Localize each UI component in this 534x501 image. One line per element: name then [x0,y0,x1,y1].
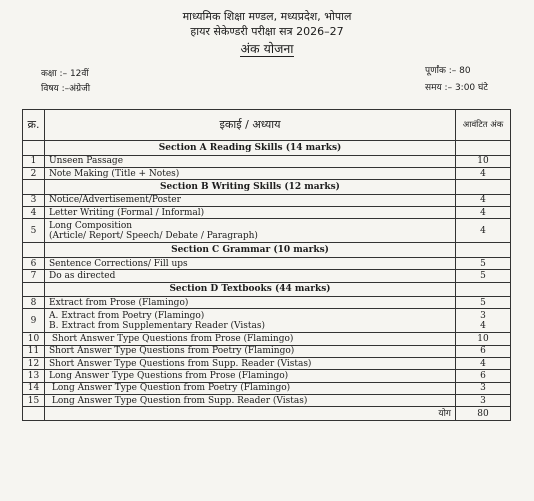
marks-cell [456,257,511,269]
serial-cell: 9 [23,309,45,333]
unit-text: Sentence Corrections/ Fill ups [49,258,188,269]
table-row [23,382,511,394]
serial-cell: 1 [23,155,45,167]
marks-cell [456,309,511,333]
section-heading: Section B Writing Skills (12 marks) [45,180,456,195]
unit-cell [45,194,456,206]
table-row [23,297,511,309]
serial-cell: 3 [23,194,45,206]
section-heading: Section D Textbooks (44 marks) [45,282,456,297]
unit-cell [45,333,456,345]
document-title-text: अंक योजना [240,41,294,56]
unit-text: Long Answer Type Question from Supp. Reader (Vistas) [49,395,308,406]
marks-value: 10 [477,334,489,345]
marks-cell [456,194,511,206]
section-row [23,141,511,156]
section-row [23,243,511,258]
table-row [23,194,511,206]
serial-cell: 5 [23,219,45,243]
unit-text: Long Answer Type Questions from Prose (Flamingo) [49,371,289,382]
marks-cell [456,207,511,219]
section-heading: Section A Reading Skills (14 marks) [45,141,456,156]
unit-text: A. Extract from Poetry (Flamingo) [49,310,205,321]
marks-value: 4 [480,207,486,218]
marks-cell [456,345,511,357]
unit-cell [45,309,456,333]
unit-text: Letter Writing (Formal / Informal) [49,207,205,218]
marks-value: 3 [480,395,486,406]
table-row [23,270,511,282]
unit-cell [45,219,456,243]
serial-cell: 6 [23,257,45,269]
unit-text: Note Making (Title + Notes) [49,168,180,179]
marks-cell [456,382,511,394]
unit-cell [45,382,456,394]
table-row [23,345,511,357]
marks-cell [456,141,511,156]
marks-cell [456,333,511,345]
marks-cell [456,180,511,195]
class-label: कक्षा :– 12वीं [41,69,89,79]
unit-cell [45,395,456,407]
unit-cell [45,345,456,357]
serial-cell: 15 [23,395,45,407]
unit-text: Extract from Prose (Flamingo) [49,297,189,308]
serial-cell [23,180,45,195]
full-marks-label: पूर्णांक :– 80 [425,66,471,76]
unit-text: Long Answer Type Question from Poetry (Flamingo) [49,383,291,394]
marks-value: 5 [480,270,486,281]
total-blank-cell [23,407,45,421]
unit-cell [45,155,456,167]
unit-text-line2: B. Extract from Supplementary Reader (Vistas) [49,320,265,331]
unit-text-line2: (Article/ Report/ Speech/ Debate / Paragraph) [49,230,258,241]
unit-text: Unseen Passage [49,156,124,167]
marks-value: 5 [480,297,486,308]
marks-value: 6 [480,371,486,382]
serial-cell: 2 [23,167,45,179]
document-title [0,40,534,57]
unit-cell [45,297,456,309]
marks-cell [456,243,511,258]
unit-cell [45,270,456,282]
serial-cell: 11 [23,345,45,357]
marks-cell [456,219,511,243]
marks-value: 10 [477,156,489,167]
marks-cell [456,167,511,179]
serial-cell: 7 [23,270,45,282]
serial-cell [23,141,45,156]
serial-cell [23,243,45,258]
marks-cell [456,370,511,382]
table-row [23,207,511,219]
marks-scheme-table [22,109,511,421]
unit-text: Short Answer Type Questions from Supp. Reader (Vistas) [49,358,312,369]
serial-cell: 13 [23,370,45,382]
table-header-row [23,110,511,141]
table-row [23,257,511,269]
unit-cell [45,370,456,382]
subject-label: विषय :–अंग्रेजी [41,84,91,94]
unit-cell [45,207,456,219]
time-label: समय :– 3:00 घंटे [425,83,488,93]
marks-cell [456,155,511,167]
marks-cell [456,395,511,407]
marks-cell [456,270,511,282]
section-row [23,180,511,195]
total-label: योग [45,407,456,421]
table-row [23,358,511,370]
table-row [23,155,511,167]
table-row [23,309,511,333]
unit-text: Short Answer Type Questions from Prose (Flamingo) [49,334,294,345]
marks-value: 4 [480,358,486,369]
unit-text: Long Composition [49,220,133,231]
section-row [23,282,511,297]
col-header-serial: क्र. [23,110,45,141]
marks-cell [456,297,511,309]
section-heading: Section C Grammar (10 marks) [45,243,456,258]
serial-cell: 8 [23,297,45,309]
table-row [23,370,511,382]
total-row [23,407,511,421]
unit-cell [45,167,456,179]
marks-value: 5 [480,258,486,269]
serial-cell [23,282,45,297]
exam-session: हायर सेकेण्डरी परीक्षा सत्र 2026–27 [190,25,344,38]
serial-cell: 14 [23,382,45,394]
table-row [23,333,511,345]
table-row [23,219,511,243]
marks-cell [456,358,511,370]
marks-value: 6 [480,346,486,357]
table-body [23,141,511,421]
col-header-unit: इकाई / अध्याय [45,110,456,141]
marks-value: 4 [480,195,486,206]
serial-cell: 12 [23,358,45,370]
marks-cell [456,282,511,297]
table-row [23,395,511,407]
table-row [23,167,511,179]
marks-value: 4 [480,168,486,179]
serial-cell: 10 [23,333,45,345]
total-value: 80 [456,407,511,421]
unit-text: Do as directed [49,270,116,281]
unit-cell [45,257,456,269]
serial-cell: 4 [23,207,45,219]
marks-value: 4 [480,225,486,236]
unit-text: Notice/Advertisement/Poster [49,195,181,206]
board-name: माध्यमिक शिक्षा मण्डल, मध्यप्रदेश, भोपाल [182,10,352,23]
marks-value: 3 [480,383,486,394]
unit-cell [45,358,456,370]
marks-value-2: 4 [480,320,486,331]
col-header-marks: आवंटित अंक [456,110,511,141]
marks-value: 3 [480,310,486,321]
unit-text: Short Answer Type Questions from Poetry (Flamingo) [49,346,295,357]
